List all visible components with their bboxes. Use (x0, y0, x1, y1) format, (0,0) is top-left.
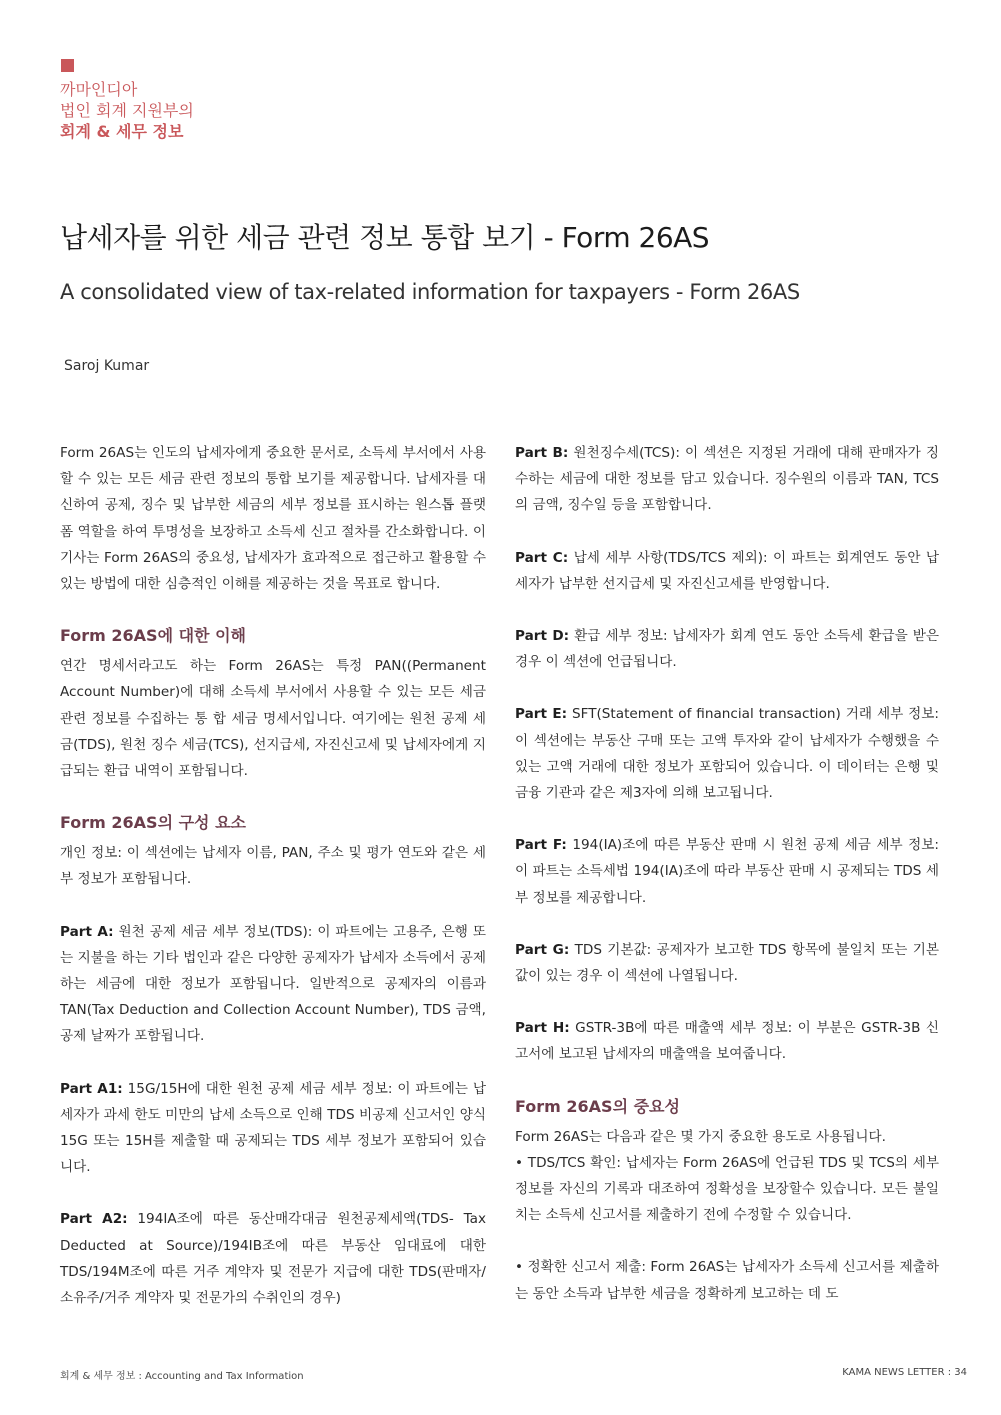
importance-intro: Form 26AS는 다음과 같은 몇 가지 중요한 용도로 사용됩니다. (515, 1128, 886, 1145)
part-e-label: Part E: (515, 706, 568, 723)
part-h-label: Part H: (515, 1020, 570, 1037)
part-f-text: 194(IA)조에 따른 부동산 판매 시 원천 공제 세금 세부 정보: 이 파트는 소득세법 194(IA)조에 따라 부동산 판매 시 공제되는 TDS 세부 정보를 제공합니다. (515, 837, 939, 906)
part-h-text: GSTR-3B에 따른 매출액 세부 정보: 이 부분은 GSTR-3B 신고서에 보고된 납세자의 매출액을 보여줍니다. (515, 1020, 940, 1063)
part-e-text: SFT(Statement of financial transaction) 거래 세부 정보: 이 섹션에는 부동산 구매 또는 고액 투자와 같이 납세자가 수행했을 수 있는 고액 거래에 대한 정보가 포함되어 있습니다. 이 데이터는 은행 및 금융 기관과 같은 제3자에 의해 보고됩니다. (515, 706, 939, 802)
bullet-accurate-filing: • 정확한 신고서 제출: Form 26AS는 납세자가 소득세 신고서를 제출하는 동안 소득과 납부한 세금을 정확하게 보고하는 데 도 (515, 1259, 939, 1302)
brand-block (60, 79, 194, 142)
part-a-label: Part A: (60, 923, 114, 940)
part-d-text: 환급 세부 정보: 납세자가 회계 연도 동안 소득세 환급을 받은 경우 이 섹션에 언급됩니다. (515, 628, 939, 671)
part-g-label: Part G: (515, 941, 570, 958)
right-column (515, 440, 939, 1307)
part-a1-label: Part A1: (60, 1080, 123, 1097)
article-title: 납세자를 위한 세금 관련 정보 통합 보기 - Form 26AS (60, 221, 710, 254)
brand-line-2: 법인 회계 지원부의 (60, 101, 194, 120)
part-e-paragraph (515, 701, 939, 806)
intro-paragraph: Form 26AS는 인도의 납세자에게 중요한 문서로, 소득세 부서에서 사용할 수 있는 모든 세금 관련 정보의 통합 보기를 제공합니다. 납세자를 대신하여 공제, 징수 및 납부한 세금의 세부 정보를 표시하는 원스톱 플랫폼 역할을 하여 투명성을 보장하고 소득세 신고 절차를 간소화합니다. 이 기사는 Form 26AS의 중요성, 납세자가 효과적으로 접근하고 활용할 수 있는 방법에 대한 심층적인 이해를 제공하는 것을 목표로 합니다. (60, 445, 486, 593)
part-g-paragraph (515, 937, 939, 989)
part-b-label: Part B: (515, 445, 569, 461)
part-f-label: Part F: (515, 837, 567, 854)
heading-components: Form 26AS의 구성 요소 (60, 813, 246, 833)
part-h-paragraph (515, 1015, 939, 1067)
personal-info-paragraph: 개인 정보: 이 섹션에는 납세자 이름, PAN, 주소 및 평가 연도와 같은 세부 정보가 포함됩니다. (60, 845, 486, 888)
part-a2-text: 194IA조에 따른 동산매각대금 원천공제세액(TDS- Tax Deducted at Source)/194IB조에 따른 부동산 임대료에 대한 TDS/194M조에 따른 거주 계약자 및 전문가 지급에 대한 TDS(판매자/소유주/거주 계약자 및 전문가의 수취인의 경우) (60, 1211, 487, 1307)
footer-section-label: 회계 & 세무 정보 : Accounting and Tax Information (60, 1371, 304, 1382)
bullet-tds-tcs-check: • TDS/TCS 확인: 납세자는 Form 26AS에 언급된 TDS 및 TCS의 세부 정보를 자신의 기록과 대조하여 정확성을 보장할수 있습니다. 모든 불일치는 소득세 신고서를 제출하기 전에 수정할 수 있습니다. (515, 1154, 939, 1224)
footer-page-number: KAMA NEWS LETTER : 34 (842, 1367, 967, 1378)
article-author: Saroj Kumar (64, 358, 150, 374)
left-column (60, 440, 486, 1311)
part-d-label: Part D: (515, 628, 570, 645)
brand-line-3: 회계 & 세무 정보 (60, 122, 184, 141)
part-a1-paragraph (60, 1076, 486, 1181)
part-a-text: 원천 공제 세금 세부 정보(TDS): 이 파트에는 고용주, 은행 또는 지불을 하는 기타 법인과 같은 다양한 공제자가 납세자 소득에서 공제하는 세금에 대한 정보가 포함됩니다. 일반적으로 공제자의 이름과 TAN(Tax Deduction and Collection Account Number), TDS 금액, 공제 날짜가 포함됩니다. (60, 923, 486, 1045)
brand-square-icon (61, 59, 74, 72)
understanding-paragraph: 연간 명세서라고도 하는 Form 26AS는 특정 PAN((Permanent Account Number)에 대해 소득세 부서에서 사용할 수 있는 모든 세금 관련 정보를 수집하는 통 합 세금 명세서입니다. 여기에는 원천 공제 세금(TDS), 원천 징수 세금(TCS), 선지급세, 자진신고세 및 납세자에게 지급되는 환급 내역이 포함됩니다. (60, 658, 486, 780)
part-b-text: 원천징수세(TCS): 이 섹션은 지정된 거래에 대해 판매자가 징수하는 세금에 대한 정보를 담고 있습니다. 징수원의 이름과 TAN, TCS의 금액, 징수일 등을 포함합니다. (515, 445, 939, 514)
part-a2-paragraph (60, 1206, 486, 1311)
part-g-text: TDS 기본값: 공제자가 보고한 TDS 항목에 불일치 또는 기본값이 있는 경우 이 섹션에 나열됩니다. (515, 941, 939, 985)
article-subtitle: A consolidated view of tax-related information for taxpayers - Form 26AS (60, 280, 800, 304)
part-c-text: 납세 세부 사항(TDS/TCS 제외): 이 파트는 회계연도 동안 납세자가 납부한 선지급세 및 자진신고세를 반영합니다. (515, 549, 939, 592)
part-a-paragraph (60, 919, 486, 1050)
brand-line-1: 까마인디아 (60, 80, 138, 99)
part-f-paragraph (515, 832, 939, 911)
heading-importance: Form 26AS의 중요성 (515, 1096, 680, 1116)
part-d-paragraph (515, 623, 939, 675)
heading-understanding: Form 26AS에 대한 이해 (60, 626, 246, 646)
part-a2-label: Part A2: (60, 1211, 128, 1228)
part-c-paragraph (515, 545, 939, 597)
part-c-label: Part C: (515, 549, 569, 566)
part-a1-text: 15G/15H에 대한 원천 공제 세금 세부 정보: 이 파트에는 납세자가 과세 한도 미만의 납세 소득으로 인해 TDS 비공제 신고서인 양식 15G 또는 15H를 제출할 때 공제되는 TDS 세부 정보가 포함되어 있습니다. (60, 1080, 486, 1176)
part-b-paragraph (515, 440, 939, 519)
